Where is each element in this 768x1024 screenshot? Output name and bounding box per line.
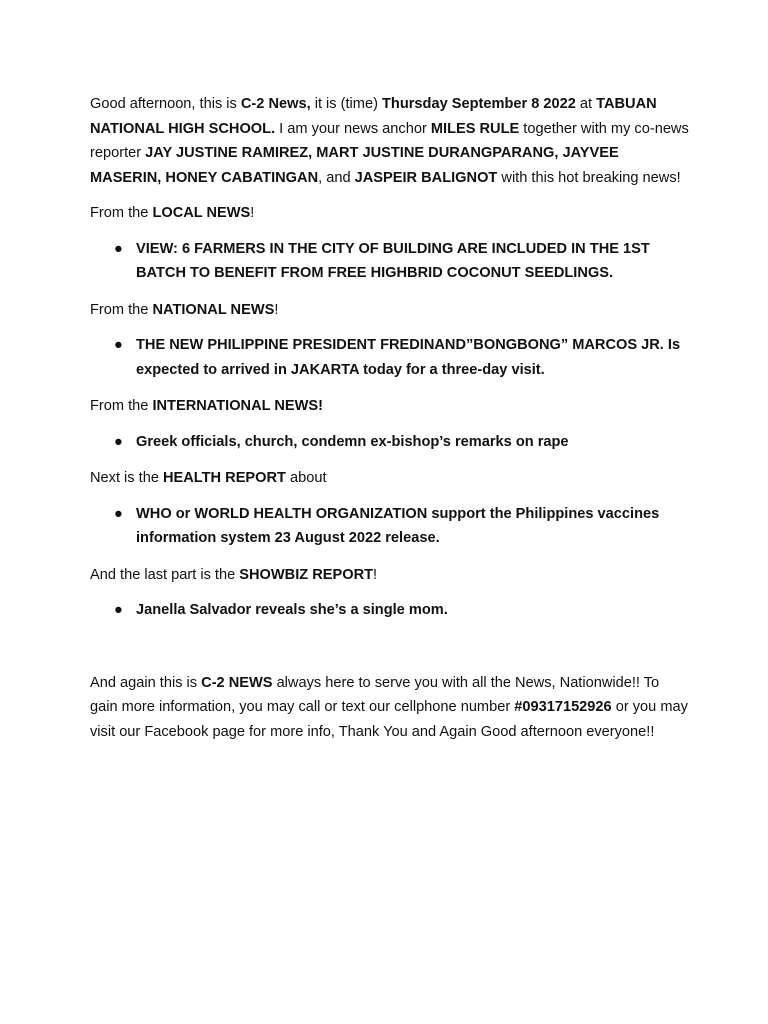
intro-paragraph: [90, 92, 690, 190]
bullet-icon: ●: [114, 337, 123, 353]
closing-text-2: always here to serve you with all the News, Nationwide!! To gain more information, you may call or text our cellphone number: [90, 674, 660, 715]
section-prefix: Next is the: [90, 470, 163, 486]
closing-paragraph: [90, 671, 690, 745]
intro-bold-anchor: MILES RULE: [430, 120, 520, 137]
section-title: LOCAL NEWS: [152, 205, 251, 221]
section-prefix: From the: [90, 301, 153, 318]
section-heading-showbiz: [90, 563, 690, 588]
section-title: NATIONAL NEWS: [152, 301, 275, 318]
section-heading-international: [90, 394, 690, 419]
bullet-text: VIEW: 6 FARMERS IN THE CITY OF BUILDING ARE INCLUDED IN THE 1ST BATCH TO BENEFIT FROM FREE HIGHBRID COCONUT SEEDLINGS.: [136, 240, 650, 281]
intro-text-7: with this hot breaking news!: [497, 169, 681, 186]
section-suffix: about: [285, 470, 327, 486]
section-prefix: From the: [90, 398, 153, 414]
bullet-icon: ●: [114, 505, 123, 522]
section-title: INTERNATIONAL NEWS!: [152, 398, 323, 414]
intro-bold-reporters: JAY JUSTINE RAMIREZ, MART JUSTINE DURANGPARANG, JAYVEE MASERIN, HONEY CABATINGAN: [90, 145, 619, 186]
intro-text-3: at: [575, 96, 597, 112]
bullet-item-international: [90, 430, 690, 455]
document-page: [90, 92, 690, 755]
bullet-text: THE NEW PHILIPPINE PRESIDENT FREDINAND”BONGBONG” MARCOS JR. Is expected to arrived in JAKARTA today for a three-day visit.: [136, 337, 681, 378]
closing-text-1: And again this is: [90, 674, 202, 691]
bullet-icon: ●: [114, 602, 123, 618]
section-title: HEALTH REPORT: [163, 470, 286, 486]
intro-bold-school: TABUAN NATIONAL HIGH SCHOOL.: [90, 96, 657, 137]
closing-bold-phone: #09317152926: [514, 699, 612, 715]
section-suffix: !: [250, 205, 255, 221]
intro-text-4: I am your news anchor: [275, 120, 431, 137]
bullet-item-local: [90, 237, 690, 286]
intro-text-6: , and: [318, 169, 355, 186]
bullet-item-showbiz: [90, 598, 690, 623]
section-prefix: And the last part is the: [90, 566, 240, 583]
intro-bold-date: Thursday September 8 2022: [382, 96, 576, 112]
bullet-icon: ●: [114, 433, 123, 450]
bullet-item-national: [90, 333, 690, 382]
section-prefix: From the: [90, 205, 153, 221]
closing-bold-station: C-2 NEWS: [201, 674, 273, 691]
intro-text-1: Good afternoon, this is: [90, 96, 241, 112]
closing-text-3: or you may visit our Facebook page for more info, Thank You and Again Good afternoon everyone!!: [90, 699, 688, 740]
bullet-item-health: [90, 502, 690, 551]
section-suffix: !: [274, 301, 279, 318]
bullet-text: Greek officials, church, condemn ex-bishop’s remarks on rape: [136, 433, 569, 450]
intro-bold-last-reporter: JASPEIR BALIGNOT: [354, 169, 498, 186]
section-heading-national: [90, 298, 690, 323]
intro-bold-station: C-2 News,: [240, 96, 311, 112]
bullet-icon: ●: [114, 240, 123, 257]
bullet-text: Janella Salvador reveals she’s a single mom.: [136, 602, 448, 618]
section-title: SHOWBIZ REPORT: [239, 566, 374, 583]
section-heading-health: [90, 466, 690, 491]
spacer: [90, 635, 690, 671]
intro-text-2: it is (time): [310, 96, 382, 112]
intro-text-5: together with my co-news reporter: [90, 120, 689, 161]
section-heading-local: [90, 201, 690, 226]
bullet-text: WHO or WORLD HEALTH ORGANIZATION support the Philippines vaccines information system 23 August 2022 release.: [136, 505, 660, 546]
section-suffix: !: [373, 566, 378, 583]
